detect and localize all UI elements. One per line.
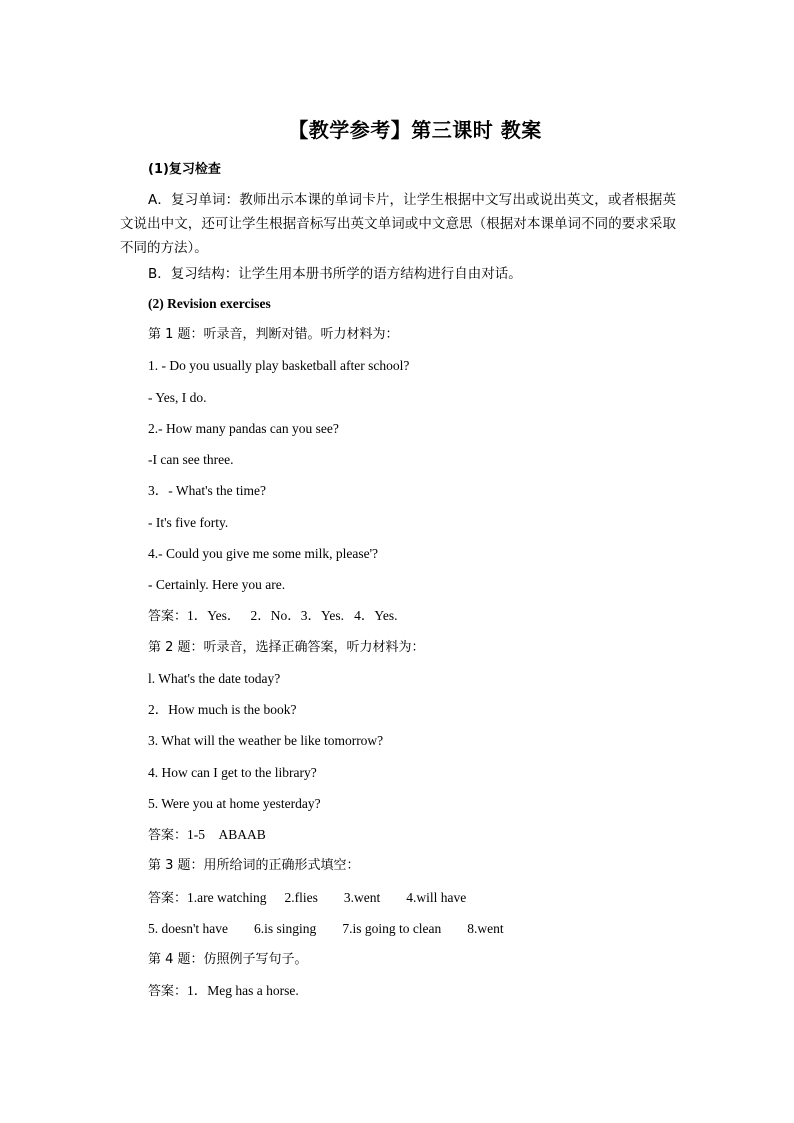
q1-line: - Certainly. Here you are. bbox=[148, 577, 286, 592]
answer-item: 3.went bbox=[343, 890, 381, 905]
answer-text: 1．Yes． 2．No．3．Yes. 4．Yes. bbox=[187, 608, 398, 623]
q1-answer bbox=[148, 607, 397, 626]
answer-item: 7.is going to clean bbox=[342, 921, 442, 936]
answer-item: 4.will have bbox=[406, 890, 467, 905]
page-title: 【教学参考】第三课时 教案 bbox=[288, 118, 542, 142]
answer-prefix: 答案： bbox=[148, 828, 188, 843]
q2-line: l. What's the date today? bbox=[148, 671, 281, 686]
section1-para-a: A．复习单词：教师出示本课的单词卡片，让学生根据中文写出或说出英文，或者根据英文说出中文，还可让学生根据音标写出英文单词或中文意思（根据对本课单词不同的要求采取不同的方法）。 bbox=[120, 192, 676, 256]
answer-prefix: 答案： bbox=[148, 891, 188, 906]
answer-text: 1．Meg has a horse. bbox=[187, 983, 299, 998]
q1-line: 1. - Do you usually play basketball after school? bbox=[148, 358, 410, 373]
q3-label: 第 3 题：用所给词的正确形式填空： bbox=[148, 858, 360, 873]
answer-item: 2.flies bbox=[284, 890, 318, 905]
section2-heading: (2) Revision exercises bbox=[148, 296, 271, 311]
q1-line: - Yes, I do. bbox=[148, 390, 207, 405]
answer-item: 6.is singing bbox=[254, 921, 317, 936]
answer-item: 5. doesn't have bbox=[148, 921, 229, 936]
q2-line: 3. What will the weather be like tomorrow? bbox=[148, 733, 384, 748]
q3-answer-row bbox=[148, 889, 466, 908]
q2-line: 5. Were you at home yesterday? bbox=[148, 796, 321, 811]
q1-line: 2.- How many pandas can you see? bbox=[148, 421, 339, 436]
q4-label: 第 4 题：仿照例子写句子。 bbox=[148, 952, 308, 967]
answer-prefix: 答案： bbox=[148, 984, 188, 999]
section1-para-b: B．复习结构：让学生用本册书所学的语方结构进行自由对话。 bbox=[148, 266, 522, 282]
q1-line: -I can see three. bbox=[148, 452, 234, 467]
section1-heading: (1)复习检查 bbox=[148, 162, 221, 177]
answer-text: 1-5 ABAAB bbox=[187, 827, 266, 842]
q1-line: 4.- Could you give me some milk, please'? bbox=[148, 546, 379, 561]
q2-line: 2．How much is the book? bbox=[148, 702, 297, 717]
q1-line: 3．- What's the time? bbox=[148, 483, 267, 498]
answer-item: 8.went bbox=[467, 921, 504, 936]
q4-answer bbox=[148, 982, 299, 1001]
q1-label: 第 1 题：听录音，判断对错。听力材料为： bbox=[148, 327, 399, 342]
q1-line: - It's five forty. bbox=[148, 515, 229, 530]
q2-answer bbox=[148, 826, 266, 845]
q2-label: 第 2 题：听录音，选择正确答案，听力材料为： bbox=[148, 640, 425, 655]
q2-line: 4. How can I get to the library? bbox=[148, 765, 317, 780]
answer-prefix: 答案： bbox=[148, 609, 188, 624]
answer-item: 1.are watching bbox=[187, 890, 267, 905]
q3-answer-row bbox=[148, 920, 504, 938]
